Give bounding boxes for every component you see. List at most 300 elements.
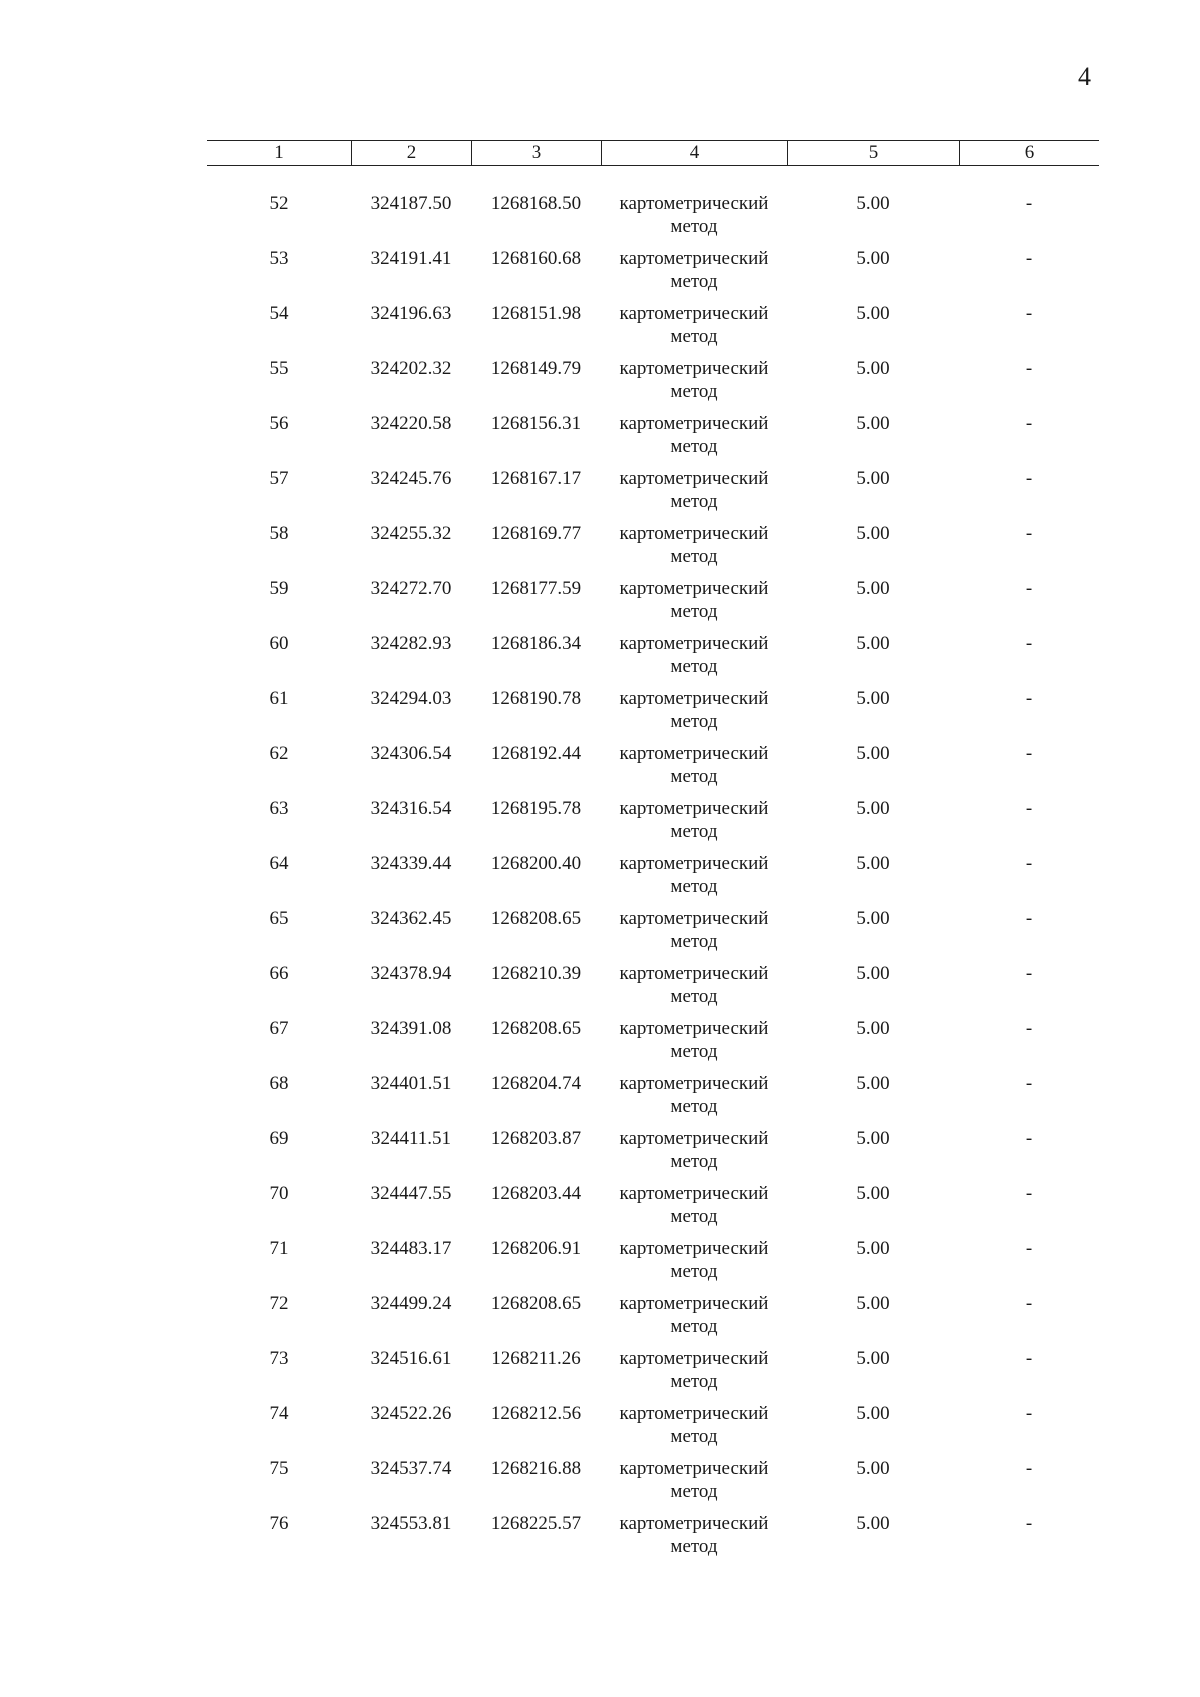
table-row bbox=[207, 907, 1099, 962]
x-coordinate-cell-text: 324255.32 bbox=[370, 523, 452, 544]
method-cell-text: метод bbox=[670, 546, 718, 567]
table-row bbox=[207, 632, 1099, 687]
accuracy-cell-text: 5.00 bbox=[856, 798, 890, 819]
note-cell-text: - bbox=[1025, 413, 1033, 434]
point-number-cell bbox=[207, 687, 351, 710]
note-cell bbox=[959, 577, 1099, 600]
method-cell-text: метод bbox=[670, 766, 718, 787]
accuracy-cell-text: 5.00 bbox=[856, 1403, 890, 1424]
y-coordinate-cell-text: 1268225.57 bbox=[490, 1513, 582, 1534]
point-number-cell-text: 52 bbox=[269, 193, 289, 214]
accuracy-cell bbox=[787, 632, 959, 655]
y-coordinate-cell-text: 1268192.44 bbox=[490, 743, 582, 764]
accuracy-cell bbox=[787, 1347, 959, 1370]
point-number-cell bbox=[207, 632, 351, 655]
x-coordinate-cell bbox=[351, 907, 471, 930]
method-cell bbox=[601, 1457, 787, 1503]
method-cell-text: метод bbox=[670, 1206, 718, 1227]
method-cell-text: метод bbox=[670, 1481, 718, 1502]
x-coordinate-cell bbox=[351, 797, 471, 820]
x-coordinate-cell bbox=[351, 1237, 471, 1260]
method-cell-text: метод bbox=[670, 1371, 718, 1392]
method-cell-text: картометрический bbox=[619, 853, 769, 874]
table-row bbox=[207, 522, 1099, 577]
y-coordinate-cell bbox=[471, 577, 601, 600]
method-cell bbox=[601, 1402, 787, 1448]
accuracy-cell bbox=[787, 357, 959, 380]
table-row bbox=[207, 687, 1099, 742]
method-cell bbox=[601, 577, 787, 623]
y-coordinate-cell-text: 1268208.65 bbox=[490, 908, 582, 929]
accuracy-cell bbox=[787, 467, 959, 490]
note-cell-text: - bbox=[1025, 468, 1033, 489]
accuracy-cell bbox=[787, 412, 959, 435]
x-coordinate-cell-text: 324391.08 bbox=[370, 1018, 452, 1039]
accuracy-cell-text: 5.00 bbox=[856, 853, 890, 874]
point-number-cell bbox=[207, 1182, 351, 1205]
y-coordinate-cell bbox=[471, 1457, 601, 1480]
x-coordinate-cell bbox=[351, 1402, 471, 1425]
method-cell-text: метод bbox=[670, 656, 718, 677]
x-coordinate-cell bbox=[351, 247, 471, 270]
y-coordinate-cell-text: 1268200.40 bbox=[490, 853, 582, 874]
x-coordinate-cell-text: 324378.94 bbox=[370, 963, 452, 984]
point-number-cell-text: 76 bbox=[269, 1513, 289, 1534]
accuracy-cell-text: 5.00 bbox=[856, 743, 890, 764]
method-cell-text: метод bbox=[670, 601, 718, 622]
accuracy-cell-text: 5.00 bbox=[856, 1128, 890, 1149]
y-coordinate-cell bbox=[471, 1347, 601, 1370]
accuracy-cell bbox=[787, 1457, 959, 1480]
x-coordinate-cell bbox=[351, 1072, 471, 1095]
x-coordinate-cell bbox=[351, 742, 471, 765]
method-cell bbox=[601, 632, 787, 678]
accuracy-cell-text: 5.00 bbox=[856, 248, 890, 269]
y-coordinate-cell-text: 1268212.56 bbox=[490, 1403, 582, 1424]
method-cell bbox=[601, 522, 787, 568]
table-row bbox=[207, 1512, 1099, 1567]
y-coordinate-cell-text: 1268190.78 bbox=[490, 688, 582, 709]
column-header-2: 2 bbox=[351, 141, 471, 165]
accuracy-cell bbox=[787, 1237, 959, 1260]
x-coordinate-cell-text: 324362.45 bbox=[370, 908, 452, 929]
column-header-1: 1 bbox=[274, 142, 284, 163]
x-coordinate-cell bbox=[351, 522, 471, 545]
accuracy-cell bbox=[787, 1072, 959, 1095]
method-cell-text: картометрический bbox=[619, 963, 769, 984]
method-cell-text: метод bbox=[670, 381, 718, 402]
note-cell-text: - bbox=[1025, 1293, 1033, 1314]
method-cell-text: картометрический bbox=[619, 1458, 769, 1479]
table-row bbox=[207, 1182, 1099, 1237]
x-coordinate-cell-text: 324245.76 bbox=[370, 468, 452, 489]
method-cell-text: метод bbox=[670, 931, 718, 952]
note-cell bbox=[959, 1017, 1099, 1040]
x-coordinate-cell bbox=[351, 412, 471, 435]
method-cell-text: картометрический bbox=[619, 303, 769, 324]
note-cell bbox=[959, 687, 1099, 710]
y-coordinate-cell bbox=[471, 522, 601, 545]
point-number-cell-text: 70 bbox=[269, 1183, 289, 1204]
point-number-cell bbox=[207, 577, 351, 600]
note-cell bbox=[959, 357, 1099, 380]
point-number-cell bbox=[207, 1237, 351, 1260]
accuracy-cell bbox=[787, 247, 959, 270]
method-cell-text: метод bbox=[670, 326, 718, 347]
method-cell-text: метод bbox=[670, 1096, 718, 1117]
point-number-cell-text: 58 bbox=[269, 523, 289, 544]
x-coordinate-cell-text: 324553.81 bbox=[370, 1513, 452, 1534]
x-coordinate-cell bbox=[351, 1182, 471, 1205]
point-number-cell bbox=[207, 907, 351, 930]
y-coordinate-cell-text: 1268177.59 bbox=[490, 578, 582, 599]
method-cell-text: картометрический bbox=[619, 1348, 769, 1369]
method-cell-text: метод bbox=[670, 711, 718, 732]
table-row bbox=[207, 357, 1099, 412]
note-cell-text: - bbox=[1025, 303, 1033, 324]
table-row bbox=[207, 1457, 1099, 1512]
point-number-cell-text: 66 bbox=[269, 963, 289, 984]
note-cell-text: - bbox=[1025, 798, 1033, 819]
method-cell-text: метод bbox=[670, 271, 718, 292]
x-coordinate-cell-text: 324316.54 bbox=[370, 798, 452, 819]
note-cell-text: - bbox=[1025, 1073, 1033, 1094]
note-cell bbox=[959, 1347, 1099, 1370]
method-cell bbox=[601, 1017, 787, 1063]
note-cell-text: - bbox=[1025, 578, 1033, 599]
point-number-cell bbox=[207, 742, 351, 765]
y-coordinate-cell-text: 1268204.74 bbox=[490, 1073, 582, 1094]
note-cell bbox=[959, 907, 1099, 930]
x-coordinate-cell bbox=[351, 1017, 471, 1040]
method-cell bbox=[601, 742, 787, 788]
x-coordinate-cell bbox=[351, 1457, 471, 1480]
x-coordinate-cell bbox=[351, 1347, 471, 1370]
column-header-5: 5 bbox=[787, 141, 959, 165]
y-coordinate-cell-text: 1268156.31 bbox=[490, 413, 582, 434]
note-cell-text: - bbox=[1025, 1183, 1033, 1204]
note-cell-text: - bbox=[1025, 743, 1033, 764]
note-cell bbox=[959, 522, 1099, 545]
method-cell-text: картометрический bbox=[619, 193, 769, 214]
y-coordinate-cell-text: 1268149.79 bbox=[490, 358, 582, 379]
note-cell-text: - bbox=[1025, 523, 1033, 544]
accuracy-cell-text: 5.00 bbox=[856, 1073, 890, 1094]
x-coordinate-cell-text: 324339.44 bbox=[370, 853, 452, 874]
method-cell-text: картометрический bbox=[619, 1513, 769, 1534]
x-coordinate-cell-text: 324522.26 bbox=[370, 1403, 452, 1424]
y-coordinate-cell-text: 1268216.88 bbox=[490, 1458, 582, 1479]
point-number-cell bbox=[207, 1457, 351, 1480]
x-coordinate-cell bbox=[351, 302, 471, 325]
point-number-cell bbox=[207, 192, 351, 215]
accuracy-cell bbox=[787, 577, 959, 600]
note-cell-text: - bbox=[1025, 908, 1033, 929]
y-coordinate-cell-text: 1268203.44 bbox=[490, 1183, 582, 1204]
table-row bbox=[207, 1237, 1099, 1292]
note-cell bbox=[959, 742, 1099, 765]
method-cell-text: метод bbox=[670, 1316, 718, 1337]
x-coordinate-cell-text: 324447.55 bbox=[370, 1183, 452, 1204]
x-coordinate-cell bbox=[351, 467, 471, 490]
y-coordinate-cell bbox=[471, 632, 601, 655]
method-cell-text: метод bbox=[670, 821, 718, 842]
y-coordinate-cell-text: 1268168.50 bbox=[490, 193, 582, 214]
method-cell bbox=[601, 247, 787, 293]
x-coordinate-cell-text: 324483.17 bbox=[370, 1238, 452, 1259]
note-cell-text: - bbox=[1025, 193, 1033, 214]
method-cell bbox=[601, 357, 787, 403]
method-cell-text: картометрический bbox=[619, 908, 769, 929]
method-cell bbox=[601, 302, 787, 348]
method-cell bbox=[601, 467, 787, 513]
x-coordinate-cell-text: 324401.51 bbox=[370, 1073, 452, 1094]
table-row bbox=[207, 302, 1099, 357]
method-cell-text: метод bbox=[670, 436, 718, 457]
x-coordinate-cell-text: 324196.63 bbox=[370, 303, 452, 324]
accuracy-cell bbox=[787, 687, 959, 710]
accuracy-cell-text: 5.00 bbox=[856, 413, 890, 434]
note-cell-text: - bbox=[1025, 1403, 1033, 1424]
method-cell-text: картометрический bbox=[619, 633, 769, 654]
accuracy-cell-text: 5.00 bbox=[856, 1238, 890, 1259]
accuracy-cell-text: 5.00 bbox=[856, 358, 890, 379]
point-number-cell bbox=[207, 357, 351, 380]
accuracy-cell bbox=[787, 1127, 959, 1150]
y-coordinate-cell bbox=[471, 302, 601, 325]
accuracy-cell bbox=[787, 1182, 959, 1205]
x-coordinate-cell bbox=[351, 577, 471, 600]
accuracy-cell bbox=[787, 522, 959, 545]
y-coordinate-cell-text: 1268211.26 bbox=[491, 1348, 581, 1369]
method-cell-text: картометрический bbox=[619, 523, 769, 544]
method-cell-text: картометрический bbox=[619, 1183, 769, 1204]
method-cell bbox=[601, 192, 787, 238]
note-cell bbox=[959, 1457, 1099, 1480]
method-cell bbox=[601, 1127, 787, 1173]
table-row bbox=[207, 412, 1099, 467]
x-coordinate-cell bbox=[351, 852, 471, 875]
x-coordinate-cell-text: 324516.61 bbox=[370, 1348, 452, 1369]
note-cell bbox=[959, 302, 1099, 325]
point-number-cell-text: 65 bbox=[269, 908, 289, 929]
note-cell bbox=[959, 962, 1099, 985]
x-coordinate-cell bbox=[351, 632, 471, 655]
accuracy-cell-text: 5.00 bbox=[856, 468, 890, 489]
accuracy-cell-text: 5.00 bbox=[856, 1348, 890, 1369]
note-cell-text: - bbox=[1025, 1018, 1033, 1039]
y-coordinate-cell bbox=[471, 1127, 601, 1150]
x-coordinate-cell bbox=[351, 357, 471, 380]
accuracy-cell bbox=[787, 1017, 959, 1040]
y-coordinate-cell bbox=[471, 1292, 601, 1315]
accuracy-cell bbox=[787, 1292, 959, 1315]
table-row bbox=[207, 1072, 1099, 1127]
y-coordinate-cell-text: 1268208.65 bbox=[490, 1293, 582, 1314]
y-coordinate-cell bbox=[471, 852, 601, 875]
y-coordinate-cell bbox=[471, 467, 601, 490]
accuracy-cell bbox=[787, 192, 959, 215]
accuracy-cell bbox=[787, 302, 959, 325]
point-number-cell-text: 62 bbox=[269, 743, 289, 764]
point-number-cell bbox=[207, 1402, 351, 1425]
accuracy-cell-text: 5.00 bbox=[856, 523, 890, 544]
note-cell-text: - bbox=[1025, 688, 1033, 709]
y-coordinate-cell bbox=[471, 907, 601, 930]
note-cell bbox=[959, 467, 1099, 490]
accuracy-cell-text: 5.00 bbox=[856, 1293, 890, 1314]
note-cell bbox=[959, 1292, 1099, 1315]
method-cell-text: картометрический bbox=[619, 1293, 769, 1314]
point-number-cell-text: 73 bbox=[269, 1348, 289, 1369]
x-coordinate-cell-text: 324202.32 bbox=[370, 358, 452, 379]
y-coordinate-cell-text: 1268210.39 bbox=[490, 963, 582, 984]
method-cell bbox=[601, 1237, 787, 1283]
y-coordinate-cell-text: 1268151.98 bbox=[490, 303, 582, 324]
note-cell bbox=[959, 1402, 1099, 1425]
note-cell bbox=[959, 1072, 1099, 1095]
note-cell bbox=[959, 1127, 1099, 1150]
method-cell-text: картометрический bbox=[619, 578, 769, 599]
note-cell-text: - bbox=[1025, 1128, 1033, 1149]
column-header-3: 3 bbox=[471, 141, 601, 165]
method-cell bbox=[601, 907, 787, 953]
point-number-cell-text: 74 bbox=[269, 1403, 289, 1424]
method-cell-text: метод bbox=[670, 216, 718, 237]
y-coordinate-cell-text: 1268186.34 bbox=[490, 633, 582, 654]
accuracy-cell-text: 5.00 bbox=[856, 1513, 890, 1534]
note-cell bbox=[959, 247, 1099, 270]
y-coordinate-cell-text: 1268160.68 bbox=[490, 248, 582, 269]
table-row bbox=[207, 797, 1099, 852]
table-row bbox=[207, 1402, 1099, 1457]
column-header-6: 6 bbox=[959, 141, 1099, 165]
point-number-cell bbox=[207, 797, 351, 820]
y-coordinate-cell-text: 1268167.17 bbox=[490, 468, 582, 489]
y-coordinate-cell bbox=[471, 962, 601, 985]
accuracy-cell-text: 5.00 bbox=[856, 1018, 890, 1039]
note-cell-text: - bbox=[1025, 853, 1033, 874]
x-coordinate-cell bbox=[351, 1512, 471, 1535]
table-row bbox=[207, 852, 1099, 907]
note-cell bbox=[959, 1512, 1099, 1535]
note-cell-text: - bbox=[1025, 1513, 1033, 1534]
accuracy-cell-text: 5.00 bbox=[856, 193, 890, 214]
note-cell-text: - bbox=[1025, 1348, 1033, 1369]
point-number-cell bbox=[207, 1347, 351, 1370]
x-coordinate-cell-text: 324294.03 bbox=[370, 688, 452, 709]
y-coordinate-cell-text: 1268169.77 bbox=[490, 523, 582, 544]
x-coordinate-cell bbox=[351, 192, 471, 215]
point-number-cell-text: 68 bbox=[269, 1073, 289, 1094]
method-cell bbox=[601, 1512, 787, 1558]
note-cell bbox=[959, 852, 1099, 875]
table-row bbox=[207, 962, 1099, 1017]
method-cell-text: картометрический bbox=[619, 798, 769, 819]
point-number-cell-text: 56 bbox=[269, 413, 289, 434]
y-coordinate-cell bbox=[471, 1017, 601, 1040]
x-coordinate-cell-text: 324191.41 bbox=[370, 248, 452, 269]
note-cell bbox=[959, 632, 1099, 655]
method-cell bbox=[601, 1072, 787, 1118]
point-number-cell bbox=[207, 467, 351, 490]
method-cell-text: картометрический bbox=[619, 688, 769, 709]
method-cell-text: картометрический bbox=[619, 1238, 769, 1259]
note-cell-text: - bbox=[1025, 1458, 1033, 1479]
x-coordinate-cell bbox=[351, 1292, 471, 1315]
x-coordinate-cell bbox=[351, 687, 471, 710]
table-row bbox=[207, 1292, 1099, 1347]
point-number-cell-text: 54 bbox=[269, 303, 289, 324]
accuracy-cell-text: 5.00 bbox=[856, 688, 890, 709]
point-number-cell bbox=[207, 1512, 351, 1535]
method-cell-text: картометрический bbox=[619, 1073, 769, 1094]
x-coordinate-cell bbox=[351, 1127, 471, 1150]
note-cell-text: - bbox=[1025, 963, 1033, 984]
y-coordinate-cell-text: 1268208.65 bbox=[490, 1018, 582, 1039]
page-number: 4 bbox=[1078, 62, 1091, 91]
point-number-cell bbox=[207, 1127, 351, 1150]
accuracy-cell-text: 5.00 bbox=[856, 1183, 890, 1204]
table-row bbox=[207, 192, 1099, 247]
accuracy-cell bbox=[787, 962, 959, 985]
accuracy-cell bbox=[787, 1512, 959, 1535]
accuracy-cell bbox=[787, 907, 959, 930]
note-cell-text: - bbox=[1025, 633, 1033, 654]
note-cell-text: - bbox=[1025, 248, 1033, 269]
method-cell-text: картометрический bbox=[619, 1018, 769, 1039]
x-coordinate-cell-text: 324272.70 bbox=[370, 578, 452, 599]
table-row bbox=[207, 1127, 1099, 1182]
table-row bbox=[207, 467, 1099, 522]
x-coordinate-cell-text: 324499.24 bbox=[370, 1293, 452, 1314]
point-number-cell-text: 71 bbox=[269, 1238, 289, 1259]
point-number-cell bbox=[207, 1292, 351, 1315]
point-number-cell-text: 55 bbox=[269, 358, 289, 379]
point-number-cell-text: 60 bbox=[269, 633, 289, 654]
table-header bbox=[207, 140, 1099, 166]
x-coordinate-cell-text: 324306.54 bbox=[370, 743, 452, 764]
method-cell bbox=[601, 1347, 787, 1393]
point-number-cell-text: 61 bbox=[269, 688, 289, 709]
y-coordinate-cell-text: 1268195.78 bbox=[490, 798, 582, 819]
method-cell-text: метод bbox=[670, 1041, 718, 1062]
method-cell-text: картометрический bbox=[619, 358, 769, 379]
method-cell-text: метод bbox=[670, 1536, 718, 1557]
point-number-cell-text: 64 bbox=[269, 853, 289, 874]
table-row bbox=[207, 577, 1099, 632]
method-cell bbox=[601, 962, 787, 1008]
method-cell-text: метод bbox=[670, 1426, 718, 1447]
point-number-cell-text: 59 bbox=[269, 578, 289, 599]
point-number-cell-text: 69 bbox=[269, 1128, 289, 1149]
point-number-cell bbox=[207, 522, 351, 545]
note-cell bbox=[959, 412, 1099, 435]
x-coordinate-cell-text: 324411.51 bbox=[370, 1128, 452, 1149]
note-cell bbox=[959, 797, 1099, 820]
note-cell-text: - bbox=[1025, 358, 1033, 379]
y-coordinate-cell bbox=[471, 357, 601, 380]
point-number-cell bbox=[207, 852, 351, 875]
y-coordinate-cell bbox=[471, 1512, 601, 1535]
method-cell-text: картометрический bbox=[619, 248, 769, 269]
table-row bbox=[207, 1017, 1099, 1072]
note-cell bbox=[959, 1237, 1099, 1260]
accuracy-cell-text: 5.00 bbox=[856, 963, 890, 984]
accuracy-cell bbox=[787, 1402, 959, 1425]
method-cell-text: метод bbox=[670, 491, 718, 512]
y-coordinate-cell bbox=[471, 1402, 601, 1425]
